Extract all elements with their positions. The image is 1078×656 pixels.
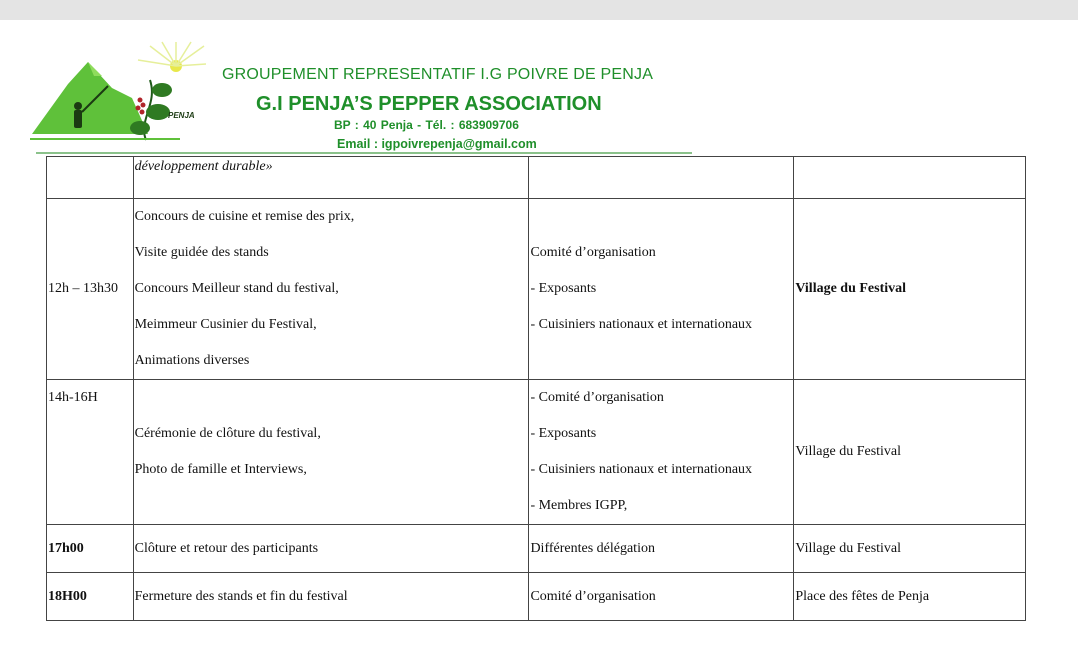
activity-line: Meimmeur Cusinier du Festival, bbox=[134, 317, 317, 332]
location-cell: Village du Festival bbox=[794, 380, 1026, 525]
contact-address-phone: BP : 40 Penja - Tél. : 683909706 bbox=[334, 118, 519, 132]
actor-line: Comité d’organisation bbox=[530, 245, 656, 260]
farmer-icon bbox=[74, 102, 82, 128]
activity-line: Cérémonie de clôture du festival, bbox=[134, 426, 321, 441]
activity-line: Photo de famille et Interviews, bbox=[134, 462, 307, 477]
association-name-en: G.I PENJA’S PEPPER ASSOCIATION bbox=[256, 93, 602, 115]
activity-cell bbox=[133, 199, 529, 380]
contact-email: Email : igpoivrepenja@gmail.com bbox=[337, 137, 537, 151]
mountain-icon bbox=[32, 62, 148, 134]
activity-line: Visite guidée des stands bbox=[134, 245, 269, 260]
logo-label: PENJA bbox=[168, 111, 195, 120]
activity-line: Animations diverses bbox=[134, 353, 250, 368]
activity-line: développement durable» bbox=[134, 159, 273, 174]
time-cell: 17h00 bbox=[47, 525, 134, 573]
header-divider bbox=[36, 152, 692, 154]
location-cell: Village du Festival bbox=[794, 525, 1026, 573]
activity-cell: Clôture et retour des participants bbox=[133, 525, 529, 573]
table-row bbox=[47, 157, 1026, 199]
location-cell: Place des fêtes de Penja bbox=[794, 573, 1026, 621]
time-cell bbox=[47, 157, 134, 199]
actors-cell bbox=[529, 157, 794, 199]
festival-schedule-table bbox=[46, 156, 1026, 621]
table-row bbox=[47, 525, 1026, 573]
association-name-fr: GROUPEMENT REPRESENTATIF I.G POIVRE DE PENJA bbox=[222, 66, 654, 83]
activity-cell bbox=[133, 380, 529, 525]
actors-cell bbox=[529, 199, 794, 380]
actor-line: - Exposants bbox=[530, 426, 597, 441]
actors-cell bbox=[529, 380, 794, 525]
activity-line: Concours Meilleur stand du festival, bbox=[134, 281, 339, 296]
actor-line: - Comité d’organisation bbox=[530, 390, 664, 405]
penja-pepper-logo bbox=[28, 40, 208, 152]
actor-line: - Membres IGPP, bbox=[530, 498, 628, 513]
top-bar bbox=[0, 0, 1078, 20]
sun-icon bbox=[138, 42, 206, 72]
table-row bbox=[47, 380, 1026, 525]
time-cell: 14h-16H bbox=[47, 380, 134, 525]
activity-cell: Fermeture des stands et fin du festival bbox=[133, 573, 529, 621]
actor-line: - Cuisiniers nationaux et internationaux bbox=[530, 317, 753, 332]
table-row bbox=[47, 573, 1026, 621]
activity-cell bbox=[133, 157, 529, 199]
location-cell: Village du Festival bbox=[794, 199, 1026, 380]
table-row bbox=[47, 199, 1026, 380]
location-cell bbox=[794, 157, 1026, 199]
actor-line: - Exposants bbox=[530, 281, 597, 296]
time-cell: 12h – 13h30 bbox=[47, 199, 134, 380]
actors-cell: Comité d’organisation bbox=[529, 573, 794, 621]
time-cell: 18H00 bbox=[47, 573, 134, 621]
activity-line: Concours de cuisine et remise des prix, bbox=[134, 209, 355, 224]
actor-line: - Cuisiniers nationaux et internationaux bbox=[530, 462, 753, 477]
actors-cell: Différentes délégation bbox=[529, 525, 794, 573]
